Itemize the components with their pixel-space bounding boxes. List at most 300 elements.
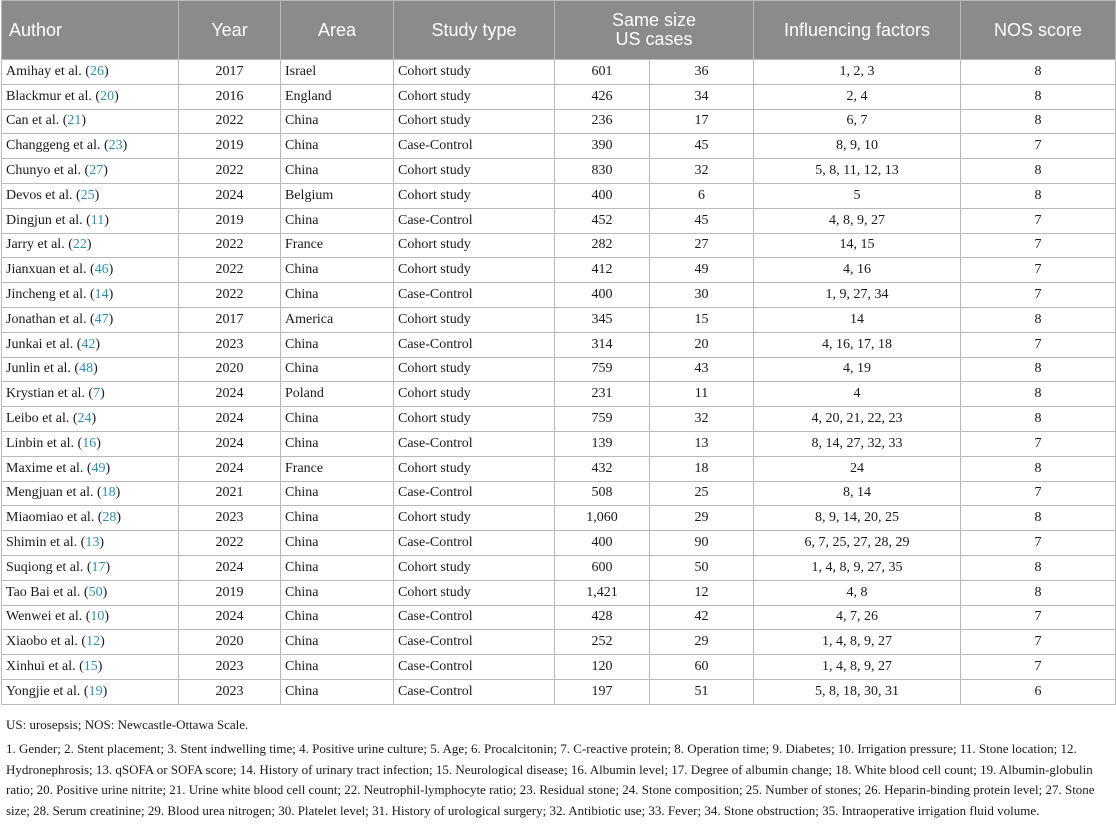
cell-us-cases: 42 [650,605,754,630]
cell-study-type: Case-Control [394,481,555,506]
cell-area: China [281,407,394,432]
header-sample-size-line2: US cases [615,29,693,49]
cell-area: China [281,481,394,506]
cell-year: 2024 [179,407,281,432]
table-row [2,159,1116,184]
cell-author [2,208,179,233]
author-close-paren: ) [104,609,110,625]
header-author: Author [2,1,179,60]
cell-study-type: Case-Control [394,630,555,655]
cell-year: 2022 [179,283,281,308]
reference-link[interactable]: 14 [94,287,109,303]
cell-area: Israel [281,60,394,85]
cell-sample-size: 231 [555,382,650,407]
cell-year: 2020 [179,630,281,655]
cell-study-type: Cohort study [394,407,555,432]
author-close-paren: ) [104,212,109,228]
cell-nos-score: 8 [961,407,1116,432]
reference-link[interactable]: 23 [108,138,123,154]
cell-year: 2021 [179,481,281,506]
cell-nos-score: 8 [961,506,1116,531]
author-name: Dingjun et al. ( [6,212,91,228]
table-row [2,407,1116,432]
cell-author [2,431,179,456]
cell-us-cases: 18 [650,456,754,481]
reference-link[interactable]: 15 [83,659,98,675]
cell-area: China [281,580,394,605]
cell-influencing-factors: 14, 15 [754,233,961,258]
cell-author [2,357,179,382]
author-close-paren: ) [102,584,108,600]
reference-link[interactable]: 27 [89,163,104,179]
cell-author [2,506,179,531]
author-close-paren: ) [105,559,111,575]
author-close-paren: ) [114,88,119,104]
cell-sample-size: 314 [555,332,650,357]
table-row [2,307,1116,332]
header-area: Area [281,1,394,60]
cell-sample-size: 139 [555,431,650,456]
cell-us-cases: 6 [650,183,754,208]
cell-us-cases: 25 [650,481,754,506]
author-close-paren: ) [102,683,108,699]
cell-area: China [281,109,394,134]
author-close-paren: ) [95,336,101,352]
cell-sample-size: 601 [555,60,650,85]
cell-sample-size: 390 [555,134,650,159]
cell-area: China [281,332,394,357]
cell-sample-size: 400 [555,183,650,208]
author-name: Linbin et al. ( [6,435,83,451]
table-row [2,655,1116,680]
author-close-paren: ) [94,187,100,203]
cell-author [2,233,179,258]
cell-us-cases: 32 [650,407,754,432]
cell-author [2,307,179,332]
cell-study-type: Cohort study [394,456,555,481]
cell-year: 2023 [179,679,281,704]
cell-influencing-factors: 8, 9, 14, 20, 25 [754,506,961,531]
table-row [2,630,1116,655]
cell-area: America [281,307,394,332]
table-row [2,555,1116,580]
reference-link[interactable]: 13 [85,535,100,551]
cell-us-cases: 29 [650,630,754,655]
abbreviation-note: US: urosepsis; NOS: Newcastle-Ottawa Scale. [6,716,249,732]
author-name: Chunyo et al. ( [6,163,90,179]
cell-author [2,183,179,208]
cell-sample-size: 282 [555,233,650,258]
cell-study-type: Case-Control [394,605,555,630]
cell-year: 2019 [179,134,281,159]
author-close-paren: ) [100,634,105,650]
cell-sample-size: 426 [555,84,650,109]
cell-nos-score: 7 [961,605,1116,630]
cell-area: China [281,134,394,159]
cell-nos-score: 8 [961,109,1116,134]
cell-influencing-factors: 5, 8, 18, 30, 31 [754,679,961,704]
cell-nos-score: 8 [961,307,1116,332]
table-row [2,481,1116,506]
table-row [2,431,1116,456]
cell-influencing-factors: 8, 9, 10 [754,134,961,159]
author-close-paren: ) [93,361,98,377]
cell-nos-score: 7 [961,233,1116,258]
author-close-paren: ) [97,659,103,675]
cell-influencing-factors: 1, 9, 27, 34 [754,283,961,308]
table-row [2,382,1116,407]
cell-author [2,679,179,704]
author-close-paren: ) [103,163,108,179]
cell-sample-size: 432 [555,456,650,481]
cell-us-cases: 15 [650,307,754,332]
table-body [2,60,1116,705]
cell-influencing-factors: 4, 8 [754,580,961,605]
cell-year: 2023 [179,506,281,531]
cell-area: China [281,258,394,283]
author-name: Maxime et al. ( [6,460,92,476]
reference-link[interactable]: 25 [80,187,95,203]
cell-year: 2022 [179,159,281,184]
cell-us-cases: 45 [650,208,754,233]
cell-influencing-factors: 1, 2, 3 [754,60,961,85]
cell-study-type: Case-Control [394,679,555,704]
cell-author [2,655,179,680]
cell-author [2,580,179,605]
cell-author [2,555,179,580]
cell-influencing-factors: 4, 16, 17, 18 [754,332,961,357]
author-close-paren: ) [115,485,121,501]
author-close-paren: ) [108,262,114,278]
cell-us-cases: 36 [650,60,754,85]
cell-influencing-factors: 1, 4, 8, 9, 27, 35 [754,555,961,580]
author-close-paren: ) [81,113,87,129]
cell-author [2,60,179,85]
cell-influencing-factors: 2, 4 [754,84,961,109]
reference-link[interactable]: 17 [91,559,106,575]
cell-us-cases: 30 [650,283,754,308]
cell-author [2,456,179,481]
cell-year: 2024 [179,605,281,630]
header-year: Year [179,1,281,60]
cell-influencing-factors: 1, 4, 8, 9, 27 [754,655,961,680]
cell-author [2,109,179,134]
cell-study-type: Cohort study [394,233,555,258]
reference-link[interactable]: 10 [90,609,105,625]
cell-us-cases: 12 [650,580,754,605]
cell-nos-score: 7 [961,481,1116,506]
cell-author [2,382,179,407]
header-nos-score: NOS score [961,1,1116,60]
author-name: Suqiong et al. ( [6,559,92,575]
reference-link[interactable]: 26 [89,63,104,79]
cell-nos-score: 8 [961,357,1116,382]
table-row [2,258,1116,283]
cell-study-type: Cohort study [394,580,555,605]
reference-link[interactable]: 16 [82,435,97,451]
cell-nos-score: 7 [961,431,1116,456]
cell-area: Poland [281,382,394,407]
cell-year: 2024 [179,183,281,208]
cell-nos-score: 7 [961,258,1116,283]
author-name: Xinhui et al. ( [6,659,84,675]
reference-link[interactable]: 49 [91,460,106,476]
cell-year: 2019 [179,208,281,233]
table-row [2,183,1116,208]
cell-nos-score: 7 [961,655,1116,680]
cell-nos-score: 8 [961,555,1116,580]
cell-study-type: Cohort study [394,258,555,283]
author-close-paren: ) [108,311,114,327]
cell-author [2,258,179,283]
cell-year: 2022 [179,531,281,556]
cell-study-type: Cohort study [394,60,555,85]
cell-area: China [281,531,394,556]
table-row [2,84,1116,109]
cell-study-type: Case-Control [394,208,555,233]
cell-year: 2022 [179,233,281,258]
cell-influencing-factors: 1, 4, 8, 9, 27 [754,630,961,655]
cell-year: 2017 [179,60,281,85]
author-name: Xiaobo et al. ( [6,634,87,650]
cell-area: England [281,84,394,109]
cell-year: 2023 [179,332,281,357]
cell-study-type: Case-Control [394,283,555,308]
cell-us-cases: 27 [650,233,754,258]
cell-us-cases: 17 [650,109,754,134]
cell-study-type: Cohort study [394,357,555,382]
cell-author [2,134,179,159]
cell-study-type: Case-Control [394,431,555,456]
cell-year: 2019 [179,580,281,605]
author-close-paren: ) [103,63,109,79]
table-row [2,605,1116,630]
author-name: Can et al. ( [6,113,68,129]
author-close-paren: ) [91,411,97,427]
author-close-paren: ) [108,287,114,303]
cell-area: France [281,233,394,258]
cell-study-type: Cohort study [394,159,555,184]
cell-nos-score: 6 [961,679,1116,704]
cell-area: France [281,456,394,481]
author-name: Jianxuan et al. ( [6,262,95,278]
cell-nos-score: 8 [961,382,1116,407]
cell-nos-score: 7 [961,531,1116,556]
cell-nos-score: 8 [961,580,1116,605]
author-name: Junkai et al. ( [6,336,82,352]
header-study-type: Study type [394,1,555,60]
table-row [2,679,1116,704]
author-close-paren: ) [100,386,105,402]
table-row [2,456,1116,481]
table-footnotes [0,705,1114,822]
cell-study-type: Cohort study [394,382,555,407]
cell-area: China [281,208,394,233]
header-influencing-factors: Influencing factors [754,1,961,60]
cell-year: 2022 [179,109,281,134]
cell-us-cases: 50 [650,555,754,580]
cell-author [2,605,179,630]
table-row [2,233,1116,258]
cell-year: 2016 [179,84,281,109]
author-close-paren: ) [99,535,104,551]
cell-sample-size: 600 [555,555,650,580]
author-name: Wenwei et al. ( [6,609,91,625]
cell-sample-size: 412 [555,258,650,283]
cell-sample-size: 120 [555,655,650,680]
table-row [2,109,1116,134]
cell-influencing-factors: 4, 8, 9, 27 [754,208,961,233]
table-row [2,332,1116,357]
cell-us-cases: 90 [650,531,754,556]
author-close-paren: ) [96,435,101,451]
cell-us-cases: 29 [650,506,754,531]
cell-us-cases: 11 [650,382,754,407]
cell-influencing-factors: 4, 16 [754,258,961,283]
cell-area: China [281,679,394,704]
author-name: Mengjuan et al. ( [6,485,102,501]
cell-sample-size: 400 [555,283,650,308]
cell-sample-size: 759 [555,357,650,382]
cell-influencing-factors: 8, 14, 27, 32, 33 [754,431,961,456]
cell-sample-size: 428 [555,605,650,630]
reference-link[interactable]: 19 [88,683,103,699]
cell-influencing-factors: 6, 7, 25, 27, 28, 29 [754,531,961,556]
cell-us-cases: 60 [650,655,754,680]
study-characteristics-table [1,0,1116,705]
cell-influencing-factors: 14 [754,307,961,332]
cell-study-type: Case-Control [394,655,555,680]
cell-year: 2020 [179,357,281,382]
cell-study-type: Cohort study [394,84,555,109]
cell-author [2,481,179,506]
cell-sample-size: 830 [555,159,650,184]
reference-link[interactable]: 12 [86,634,101,650]
reference-link[interactable]: 11 [90,212,105,228]
cell-year: 2022 [179,258,281,283]
reference-link[interactable]: 50 [88,584,103,600]
cell-influencing-factors: 5, 8, 11, 12, 13 [754,159,961,184]
author-name: Jonathan et al. ( [6,311,95,327]
reference-link[interactable]: 20 [100,88,115,104]
cell-author [2,531,179,556]
author-name: Yongjie et al. ( [6,683,89,699]
cell-author [2,84,179,109]
table-row [2,506,1116,531]
cell-us-cases: 49 [650,258,754,283]
cell-area: China [281,605,394,630]
cell-sample-size: 345 [555,307,650,332]
cell-nos-score: 8 [961,183,1116,208]
table-row [2,283,1116,308]
table-row [2,531,1116,556]
cell-year: 2017 [179,307,281,332]
table-row [2,60,1116,85]
cell-study-type: Cohort study [394,506,555,531]
cell-nos-score: 8 [961,84,1116,109]
cell-nos-score: 8 [961,60,1116,85]
cell-area: China [281,630,394,655]
cell-us-cases: 20 [650,332,754,357]
cell-influencing-factors: 8, 14 [754,481,961,506]
cell-study-type: Case-Control [394,332,555,357]
cell-nos-score: 7 [961,332,1116,357]
cell-study-type: Case-Control [394,134,555,159]
author-name: Junlin et al. ( [6,361,80,377]
cell-us-cases: 45 [650,134,754,159]
reference-link[interactable]: 24 [77,411,92,427]
cell-area: China [281,159,394,184]
cell-influencing-factors: 4 [754,382,961,407]
author-name: Krystian et al. ( [6,386,94,402]
author-name: Changgeng et al. ( [6,138,109,154]
cell-sample-size: 400 [555,531,650,556]
cell-sample-size: 759 [555,407,650,432]
table-header-row [2,1,1116,60]
table-row [2,357,1116,382]
cell-sample-size: 197 [555,679,650,704]
cell-sample-size: 1,060 [555,506,650,531]
reference-link[interactable]: 21 [67,113,82,129]
cell-year: 2023 [179,655,281,680]
reference-link[interactable]: 22 [72,237,87,253]
cell-area: China [281,506,394,531]
cell-area: China [281,357,394,382]
cell-year: 2024 [179,382,281,407]
table-row [2,580,1116,605]
cell-author [2,159,179,184]
cell-author [2,332,179,357]
header-sample-size-line1: Same size [611,10,697,30]
cell-nos-score: 7 [961,630,1116,655]
reference-link[interactable]: 46 [94,262,109,278]
cell-influencing-factors: 4, 20, 21, 22, 23 [754,407,961,432]
cell-us-cases: 32 [650,159,754,184]
cell-year: 2024 [179,555,281,580]
cell-us-cases: 51 [650,679,754,704]
cell-influencing-factors: 4, 19 [754,357,961,382]
author-name: Blackmur et al. ( [6,88,101,104]
cell-author [2,630,179,655]
cell-us-cases: 13 [650,431,754,456]
cell-study-type: Cohort study [394,183,555,208]
cell-area: China [281,655,394,680]
author-name: Jarry et al. ( [6,237,73,253]
cell-study-type: Cohort study [394,109,555,134]
cell-study-type: Cohort study [394,555,555,580]
author-name: Amihay et al. ( [6,63,90,79]
cell-area: China [281,555,394,580]
cell-influencing-factors: 5 [754,183,961,208]
reference-link[interactable]: 18 [101,485,116,501]
cell-us-cases: 43 [650,357,754,382]
reference-link[interactable]: 47 [94,311,109,327]
cell-year: 2024 [179,456,281,481]
author-name: Tao Bai et al. ( [6,584,89,600]
author-name: Devos et al. ( [6,187,81,203]
reference-link[interactable]: 42 [81,336,96,352]
table-row [2,134,1116,159]
cell-nos-score: 8 [961,456,1116,481]
reference-link[interactable]: 28 [102,510,117,526]
author-name: Shimin et al. ( [6,535,86,551]
cell-sample-size: 508 [555,481,650,506]
cell-influencing-factors: 4, 7, 26 [754,605,961,630]
reference-link[interactable]: 48 [79,361,94,377]
table-row [2,208,1116,233]
author-close-paren: ) [116,510,122,526]
reference-link[interactable]: 7 [93,386,101,402]
